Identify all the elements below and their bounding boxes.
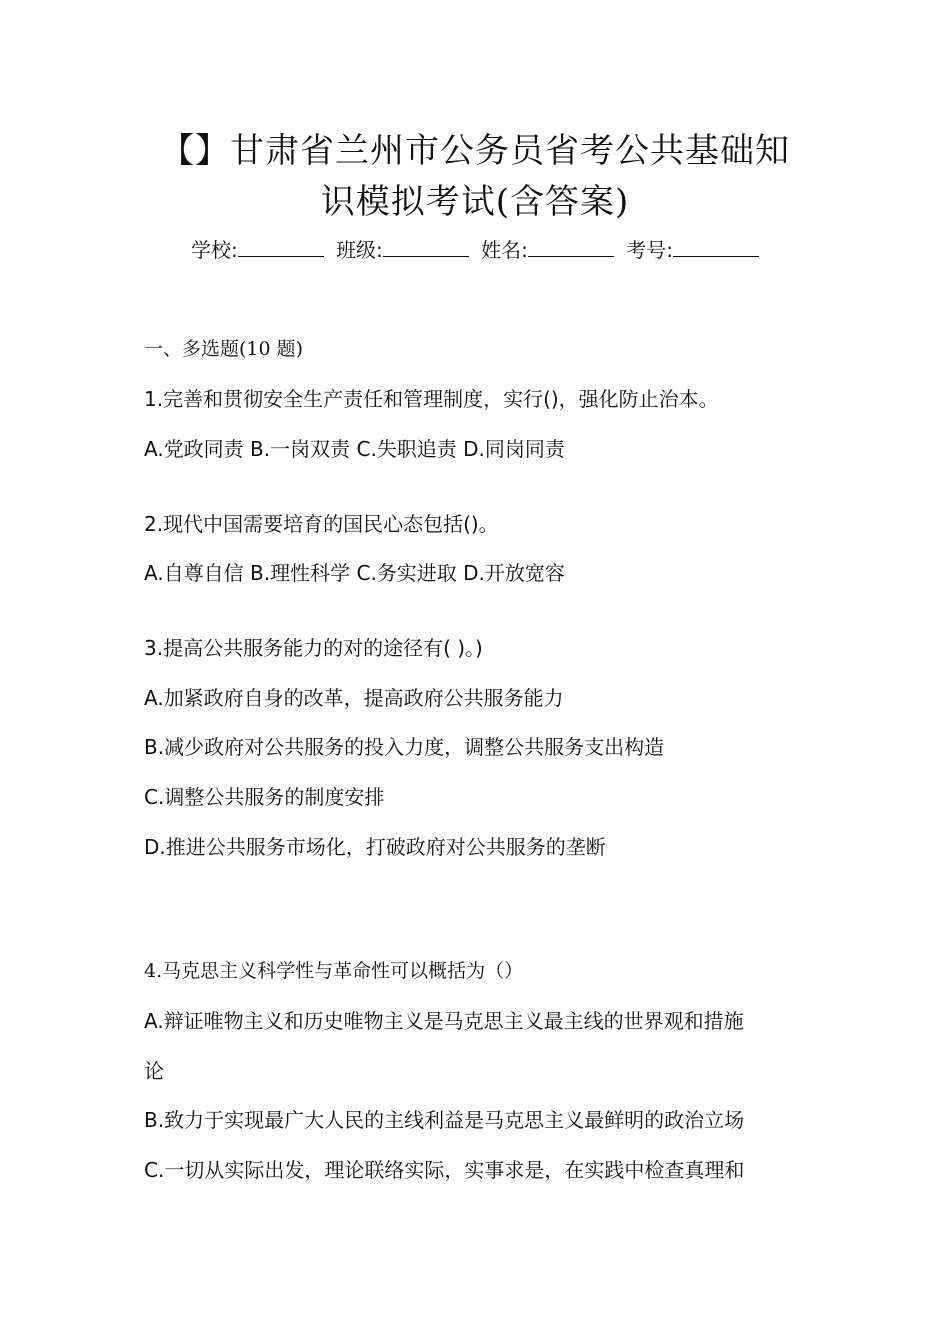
question-2-stem: 2.现代中国需要培育的国民心态包括()。	[144, 512, 499, 536]
question-4-stem: 4.马克思主义科学性与革命性可以概括为（）	[144, 960, 524, 982]
question-3-stem: 3.提高公共服务能力的对的途径有( )。)	[144, 636, 483, 660]
question-2-options: A.自尊自信 B.理性科学 C.务实进取 D.开放宽容	[144, 561, 565, 585]
document-title-line-1: 【】甘肃省兰州市公务员省考公共基础知	[160, 131, 790, 171]
question-3-option-c: C.调整公共服务的制度安排	[144, 785, 385, 809]
question-1-stem: 1.完善和贯彻安全生产责任和管理制度，实行()，强化防止治本。	[144, 387, 719, 411]
question-3-option-b: B.减少政府对公共服务的投入力度，调整公共服务支出构造	[144, 735, 665, 759]
class-field	[336, 238, 469, 262]
question-3-option-d: D.推进公共服务市场化，打破政府对公共服务的垄断	[144, 835, 606, 859]
document-title-line-2: 识模拟考试(含答案)	[320, 182, 630, 222]
question-1-options: A.党政同责 B.一岗双责 C.失职追责 D.同岗同责	[144, 437, 565, 461]
student-info-row	[0, 236, 950, 264]
exam-no-label: 考号:	[626, 238, 674, 262]
name-blank	[528, 238, 614, 257]
class-blank	[383, 238, 469, 257]
school-field	[191, 238, 324, 262]
school-label: 学校:	[190, 238, 238, 262]
exam-no-blank	[673, 238, 759, 257]
question-4-option-a: A.辩证唯物主义和历史唯物主义是马克思主义最主线的世界观和措施	[144, 1009, 744, 1033]
question-4-option-a-continued: 论	[144, 1059, 164, 1083]
name-label: 姓名:	[481, 238, 528, 262]
name-field	[481, 238, 614, 262]
class-label: 班级:	[336, 238, 383, 262]
school-blank	[238, 238, 324, 257]
section-heading: 一、多选题(10 题)	[144, 338, 304, 360]
question-3-option-a: A.加紧政府自身的改革，提高政府公共服务能力	[144, 686, 564, 710]
question-4-option-c: C.一切从实际出发，理论联络实际，实事求是，在实践中检查真理和	[144, 1158, 745, 1182]
exam-no-field	[626, 238, 759, 262]
question-4-option-b: B.致力于实现最广大人民的主线利益是马克思主义最鲜明的政治立场	[144, 1108, 745, 1132]
